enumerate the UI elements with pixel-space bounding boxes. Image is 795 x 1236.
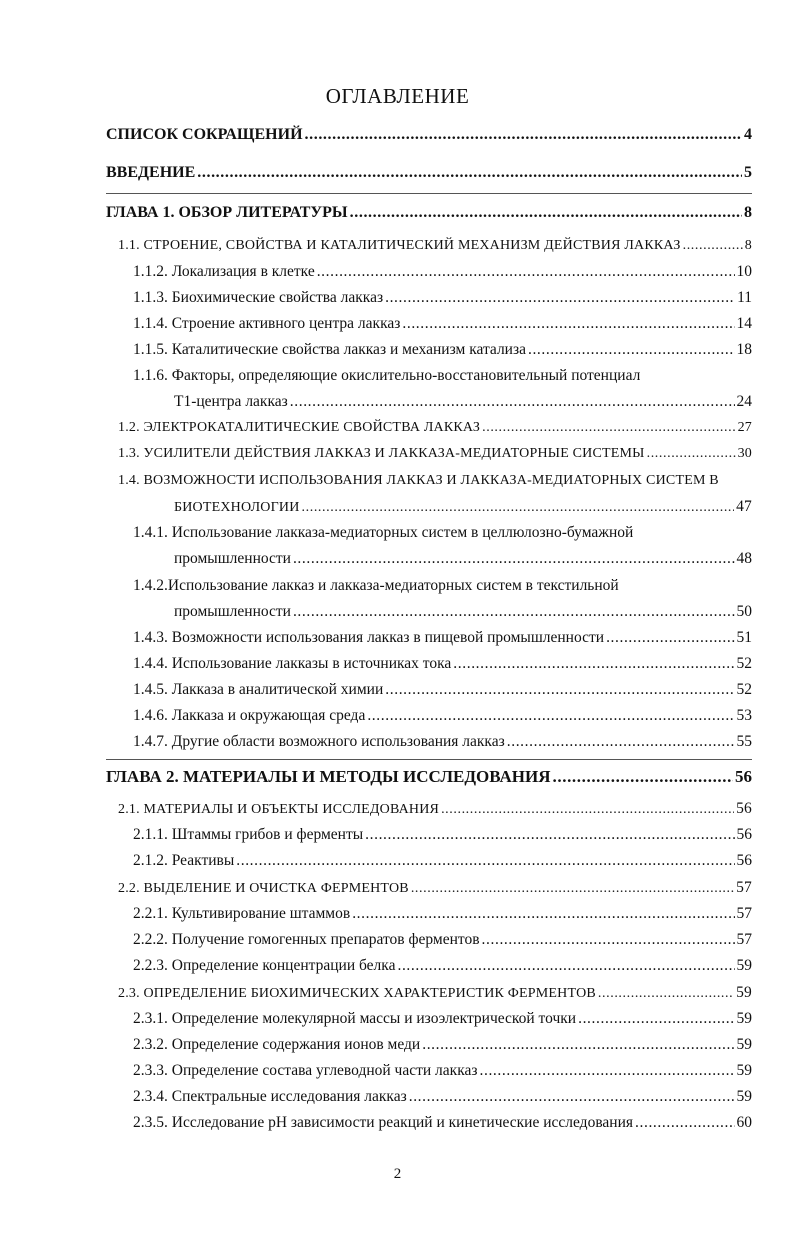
page-title: ОГЛАВЛЕНИЕ — [325, 84, 470, 108]
leader-dots — [365, 826, 734, 844]
toc-page-number: 47 — [736, 498, 752, 515]
toc-entry-2-1-1[interactable] — [133, 826, 752, 844]
page-number: 2 — [393, 1166, 402, 1182]
toc-page-number: 59 — [736, 957, 752, 974]
toc-entry-text: 2.3.3. Определение состава углеводной части лакказ — [133, 1062, 478, 1079]
toc-entry-text: 2.3.1. Определение молекулярной массы и изоэлектрической точки — [133, 1010, 577, 1027]
toc-page-number: 14 — [736, 315, 752, 332]
toc-entry-text: 1.1. СТРОЕНИЕ, СВОЙСТВА И КАТАЛИТИЧЕСКИЙ МЕХАНИЗМ ДЕЙСТВИЯ ЛАККАЗ — [118, 238, 681, 253]
toc-page-number: 8 — [744, 204, 752, 221]
toc-page-number: 30 — [737, 446, 752, 461]
toc-page-number: 52 — [736, 655, 752, 672]
toc-entry-1-1[interactable] — [118, 238, 752, 254]
toc-entry-chapter-2[interactable] — [106, 767, 752, 787]
toc-entry-2-3-5[interactable] — [133, 1114, 752, 1132]
leader-dots — [411, 881, 734, 897]
toc-entry-text: промышленности — [174, 550, 291, 567]
toc-entry-introduction[interactable] — [106, 164, 752, 182]
toc-entry-text: промышленности — [174, 603, 291, 620]
toc-entry-1-4-4[interactable] — [133, 655, 752, 673]
toc-entry-text: 2.3.2. Определение содержания ионов меди — [133, 1036, 421, 1053]
leader-dots — [385, 289, 735, 307]
leader-dots — [507, 733, 735, 751]
toc-entry-text: 1.4.3. Возможности использования лакказ в пищевой промышленности — [133, 629, 605, 646]
toc-entry-text: Т1-центра лакказ — [174, 393, 288, 410]
toc-entry-text: 2.2.2. Получение гомогенных препаратов ферментов — [133, 931, 480, 948]
leader-dots — [635, 1114, 734, 1132]
toc-entry-text: 2.1.2. Реактивы — [133, 852, 235, 869]
toc-page-number: 57 — [736, 931, 752, 948]
toc-page-number: 8 — [744, 238, 752, 253]
toc-page-number: 5 — [744, 164, 752, 181]
toc-entry-text: ГЛАВА 1. ОБЗОР ЛИТЕРАТУРЫ — [106, 204, 348, 221]
toc-page-number: 59 — [736, 1036, 752, 1053]
divider — [106, 193, 752, 194]
toc-entry-1-4-1[interactable] — [174, 550, 752, 568]
leader-dots — [385, 681, 734, 699]
toc-entry-1-2[interactable] — [118, 420, 752, 436]
leader-dots — [352, 905, 734, 923]
leader-dots — [305, 126, 742, 144]
leader-dots — [350, 204, 742, 222]
leader-dots — [236, 852, 734, 870]
toc-page-number: 60 — [736, 1114, 752, 1131]
toc-entry-2-3-3[interactable] — [133, 1062, 752, 1080]
toc-entry-text: 1.4.4. Использование лакказы в источниках тока — [133, 655, 452, 672]
toc-entry-text: 2.1.1. Штаммы грибов и ферменты — [133, 826, 364, 843]
toc-entry-1-4-3[interactable] — [133, 629, 752, 647]
leader-dots — [302, 500, 735, 516]
leader-dots — [480, 1062, 735, 1080]
toc-entry-1-4-2-line1[interactable]: 1.4.2.Использование лакказ и лакказа-медиаторных систем в текстильной — [133, 577, 619, 594]
toc-entry-text: 2.3. ОПРЕДЕЛЕНИЕ БИОХИМИЧЕСКИХ ХАРАКТЕРИСТИК ФЕРМЕНТОВ — [118, 986, 596, 1001]
toc-page-number: 52 — [736, 681, 752, 698]
toc-page-number: 56 — [736, 800, 752, 817]
toc-entry-1-1-2[interactable] — [133, 263, 752, 281]
toc-entry-text: 2.3.4. Спектральные исследования лакказ — [133, 1088, 407, 1105]
leader-dots — [553, 767, 733, 787]
toc-page-number: 11 — [737, 289, 752, 306]
toc-page-number: 56 — [736, 826, 752, 843]
toc-page-number: 55 — [736, 733, 752, 750]
toc-entry-2-2-3[interactable] — [133, 957, 752, 975]
toc-entry-text: ГЛАВА 2. МАТЕРИАЛЫ И МЕТОДЫ ИССЛЕДОВАНИЯ — [106, 767, 551, 786]
toc-entry-text: 1.1.5. Каталитические свойства лакказ и механизм катализа — [133, 341, 526, 358]
toc-entry-1-4-1-line1[interactable]: 1.4.1. Использование лакказа-медиаторных систем в целлюлозно-бумажной — [133, 524, 634, 541]
toc-page-number: 59 — [736, 1088, 752, 1105]
toc-entry-text: 1.1.2. Локализация в клетке — [133, 263, 315, 280]
leader-dots — [647, 446, 736, 462]
toc-page-number: 56 — [736, 852, 752, 869]
toc-entry-2-1-2[interactable] — [133, 852, 752, 870]
leader-dots — [453, 655, 734, 673]
toc-entry-text: 1.4.6. Лакказа и окружающая среда — [133, 707, 366, 724]
toc-entry-1-4[interactable] — [174, 498, 752, 516]
toc-entry-1-3[interactable] — [118, 446, 752, 462]
leader-dots — [683, 238, 743, 254]
toc-page-number: 59 — [736, 984, 752, 1001]
toc-entry-1-1-6-line1[interactable]: 1.1.6. Факторы, определяющие окислительно-восстановительный потенциал — [133, 367, 641, 384]
leader-dots — [367, 707, 734, 725]
toc-entry-2-3[interactable] — [118, 984, 752, 1002]
toc-entry-2-2-2[interactable] — [133, 931, 752, 949]
toc-page-number: 24 — [736, 393, 752, 410]
toc-entry-text: 1.3. УСИЛИТЕЛИ ДЕЙСТВИЯ ЛАККАЗ И ЛАККАЗА-МЕДИАТОРНЫЕ СИСТЕМЫ — [118, 446, 645, 461]
toc-entry-text: 1.2. ЭЛЕКТРОКАТАЛИТИЧЕСКИЕ СВОЙСТВА ЛАККАЗ — [118, 420, 481, 435]
toc-entry-1-1-6[interactable] — [174, 393, 752, 411]
toc-entry-1-1-5[interactable] — [133, 341, 752, 359]
leader-dots — [441, 802, 734, 818]
leader-dots — [197, 164, 742, 182]
toc-entry-1-4-7[interactable] — [133, 733, 752, 751]
toc-page-number: 4 — [744, 126, 752, 143]
toc-entry-1-1-3[interactable] — [133, 289, 752, 307]
toc-entry-text: 1.4.7. Другие области возможного использования лакказ — [133, 733, 505, 750]
toc-entry-1-1-4[interactable] — [133, 315, 752, 333]
toc-entry-text: 1.1.4. Строение активного центра лакказ — [133, 315, 401, 332]
toc-entry-text: 1.4.5. Лакказа в аналитической химии — [133, 681, 384, 698]
leader-dots — [397, 957, 734, 975]
toc-entry-2-3-1[interactable] — [133, 1010, 752, 1028]
toc-page-number: 59 — [736, 1010, 752, 1027]
toc-page-number: 53 — [736, 707, 752, 724]
toc-entry-text: 2.3.5. Исследование pH зависимости реакций и кинетические исследования — [133, 1114, 634, 1131]
toc-page-number: 51 — [736, 629, 752, 646]
toc-page-number: 10 — [736, 263, 752, 280]
toc-entry-2-1[interactable] — [118, 800, 752, 818]
toc-entry-text: СПИСОК СОКРАЩЕНИЙ — [106, 126, 303, 143]
toc-page-number: 57 — [736, 905, 752, 922]
toc-entry-1-4-line1[interactable]: 1.4. ВОЗМОЖНОСТИ ИСПОЛЬЗОВАНИЯ ЛАККАЗ И ЛАККАЗА-МЕДИАТОРНЫХ СИСТЕМ В — [118, 473, 719, 488]
leader-dots — [598, 986, 734, 1002]
toc-page-number: 50 — [736, 603, 752, 620]
toc-entry-text: БИОТЕХНОЛОГИИ — [174, 500, 300, 515]
divider — [106, 759, 752, 760]
toc-page-number: 27 — [737, 420, 752, 435]
toc-entry-1-4-5[interactable] — [133, 681, 752, 699]
toc-entry-text: 1.1.3. Биохимические свойства лакказ — [133, 289, 384, 306]
toc-entry-2-3-4[interactable] — [133, 1088, 752, 1106]
toc-entry-text: ВВЕДЕНИЕ — [106, 164, 196, 181]
leader-dots — [422, 1036, 734, 1054]
toc-entry-1-4-6[interactable] — [133, 707, 752, 725]
leader-dots — [402, 315, 734, 333]
toc-entry-abbreviations[interactable] — [106, 126, 752, 144]
toc-entry-chapter-1[interactable] — [106, 204, 752, 222]
toc-page-number: 56 — [735, 767, 752, 786]
toc-entry-2-2[interactable] — [118, 879, 752, 897]
toc-page-number: 57 — [736, 879, 752, 896]
toc-entry-2-2-1[interactable] — [133, 905, 752, 923]
leader-dots — [528, 341, 735, 359]
leader-dots — [482, 931, 735, 949]
toc-entry-text: 2.2.1. Культивирование штаммов — [133, 905, 351, 922]
leader-dots — [578, 1010, 734, 1028]
toc-entry-text: 2.2.3. Определение концентрации белка — [133, 957, 396, 974]
toc-entry-text: 2.2. ВЫДЕЛЕНИЕ И ОЧИСТКА ФЕРМЕНТОВ — [118, 881, 409, 896]
leader-dots — [293, 550, 735, 568]
toc-entry-1-4-2[interactable] — [174, 603, 752, 621]
leader-dots — [606, 629, 734, 647]
leader-dots — [409, 1088, 735, 1106]
leader-dots — [290, 393, 735, 411]
leader-dots — [293, 603, 735, 621]
toc-page-number: 48 — [736, 550, 752, 567]
toc-entry-text: 2.1. МАТЕРИАЛЫ И ОБЪЕКТЫ ИССЛЕДОВАНИЯ — [118, 802, 440, 817]
toc-page-number: 59 — [736, 1062, 752, 1079]
toc-entry-2-3-2[interactable] — [133, 1036, 752, 1054]
leader-dots — [482, 420, 735, 436]
leader-dots — [317, 263, 735, 281]
toc-page-number: 18 — [736, 341, 752, 358]
